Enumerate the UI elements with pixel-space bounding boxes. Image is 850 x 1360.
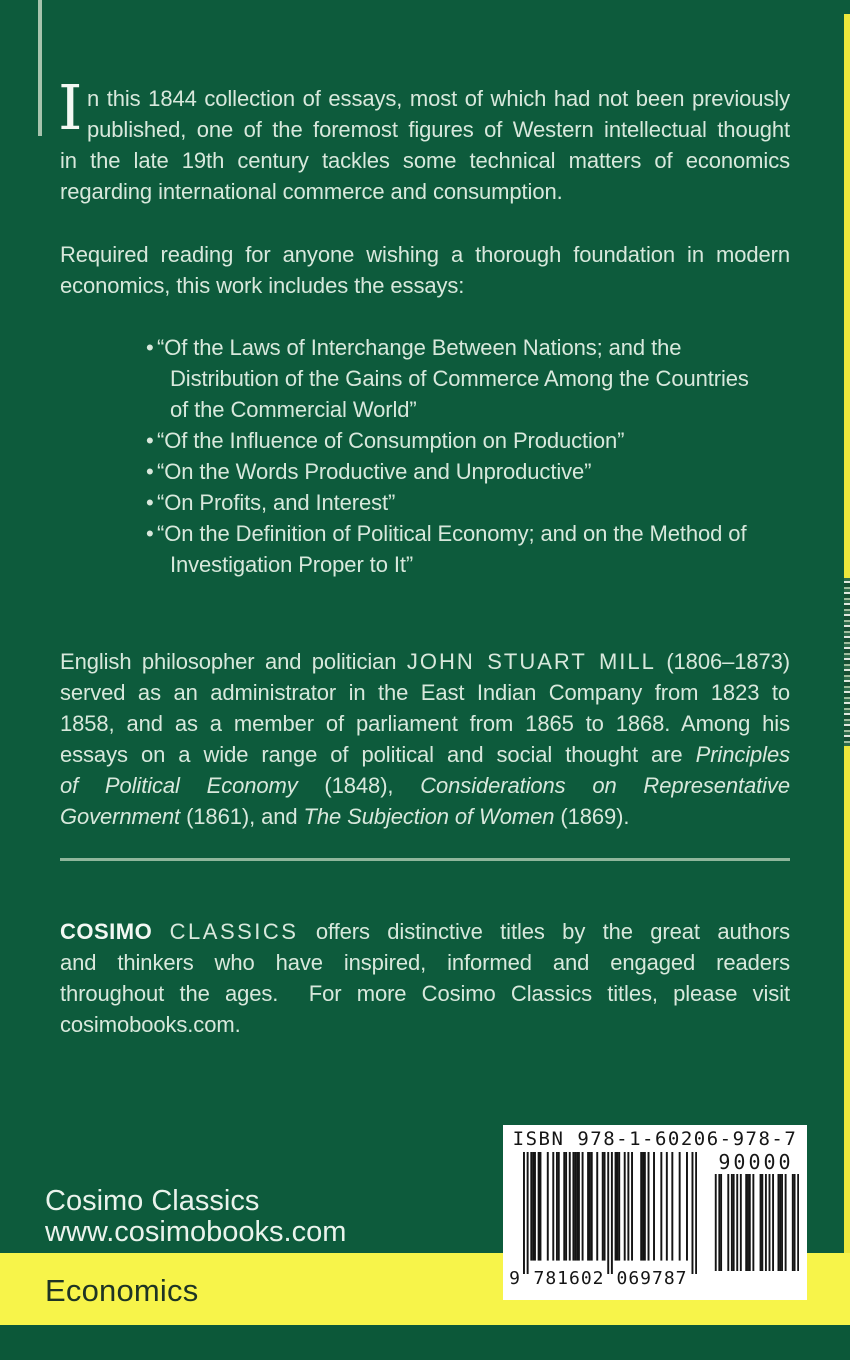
intro-paragraph: [58, 71, 790, 207]
essay-title: “Of the Influence of Consumption on Production”: [157, 428, 625, 453]
isbn-number-label: ISBN 978-1-60206-978-7: [512, 1128, 798, 1150]
essay-list: [137, 332, 749, 580]
publisher-blurb-paragraph: COSIMO CLASSICS offers distinctive titles by the great authors and thinkers who have inspired, informed and engaged readers throughout the ages. For more Cosimo Classics titles, please visit cosimobooks.com.: [60, 919, 791, 1037]
imprint-name: Cosimo Classics: [45, 1185, 260, 1217]
price-code-label: 90000: [718, 1150, 794, 1174]
essay-title: “On Profits, and Interest”: [157, 490, 396, 515]
spine-highlight-line: [38, 0, 42, 136]
essay-item: [137, 518, 749, 580]
imprint-website: www.cosimobooks.com: [45, 1216, 347, 1248]
author-bio-paragraph: English philosopher and politician JOHN STUART MILL (1806–1873) served as an administrator in the East Indian Company from 1823 to 1858, and as a member of parliament from 1865 to 1868. Among his essays on a wide range of political and social thought are Principles of Political Economy (1848), Considerations on Representative Government (1861), and The Subjection of Women (1869).: [60, 649, 791, 829]
essay-item: [137, 456, 749, 487]
bottom-green-strip: [0, 1325, 850, 1360]
barcode-digit-group1: 781602: [533, 1268, 605, 1289]
required-reading-paragraph: Required reading for anyone wishing a thorough foundation in modern economics, this work includes the essays:: [60, 242, 790, 298]
isbn-barcode-panel: [503, 1125, 807, 1300]
barcode-digit-group2: 069787: [616, 1268, 688, 1289]
essay-title: “On the Words Productive and Unproductive”: [157, 459, 592, 484]
ean5-addon-barcode: [713, 1174, 799, 1271]
category-label: Economics: [45, 1273, 199, 1308]
essay-item: [137, 425, 749, 456]
essay-title: “On the Definition of Political Economy; and on the Method of Investigation Proper to It”: [157, 521, 747, 577]
back-cover-text-column: [58, 71, 791, 1040]
essay-item: [137, 487, 749, 518]
dropcap-letter: I: [58, 71, 83, 144]
essay-item: [137, 332, 749, 425]
right-edge-scan-artifact: [844, 578, 850, 746]
ean13-barcode: [523, 1152, 697, 1274]
intro-paragraph-lines: n this 1844 collection of essays, most of which had not been previously published, one of the foremost figures of Western intellectual thought in the late 19th century tackles some technical matters of economics regarding international commerce and consumption.: [60, 86, 790, 204]
horizontal-divider: [60, 858, 790, 861]
imprint-block: [45, 1186, 346, 1248]
essay-title: “Of the Laws of Interchange Between Nations; and the Distribution of the Gains of Commerce Among the Countries of the Commercial World”: [157, 335, 749, 422]
barcode-digit-lead: 9: [509, 1268, 521, 1289]
